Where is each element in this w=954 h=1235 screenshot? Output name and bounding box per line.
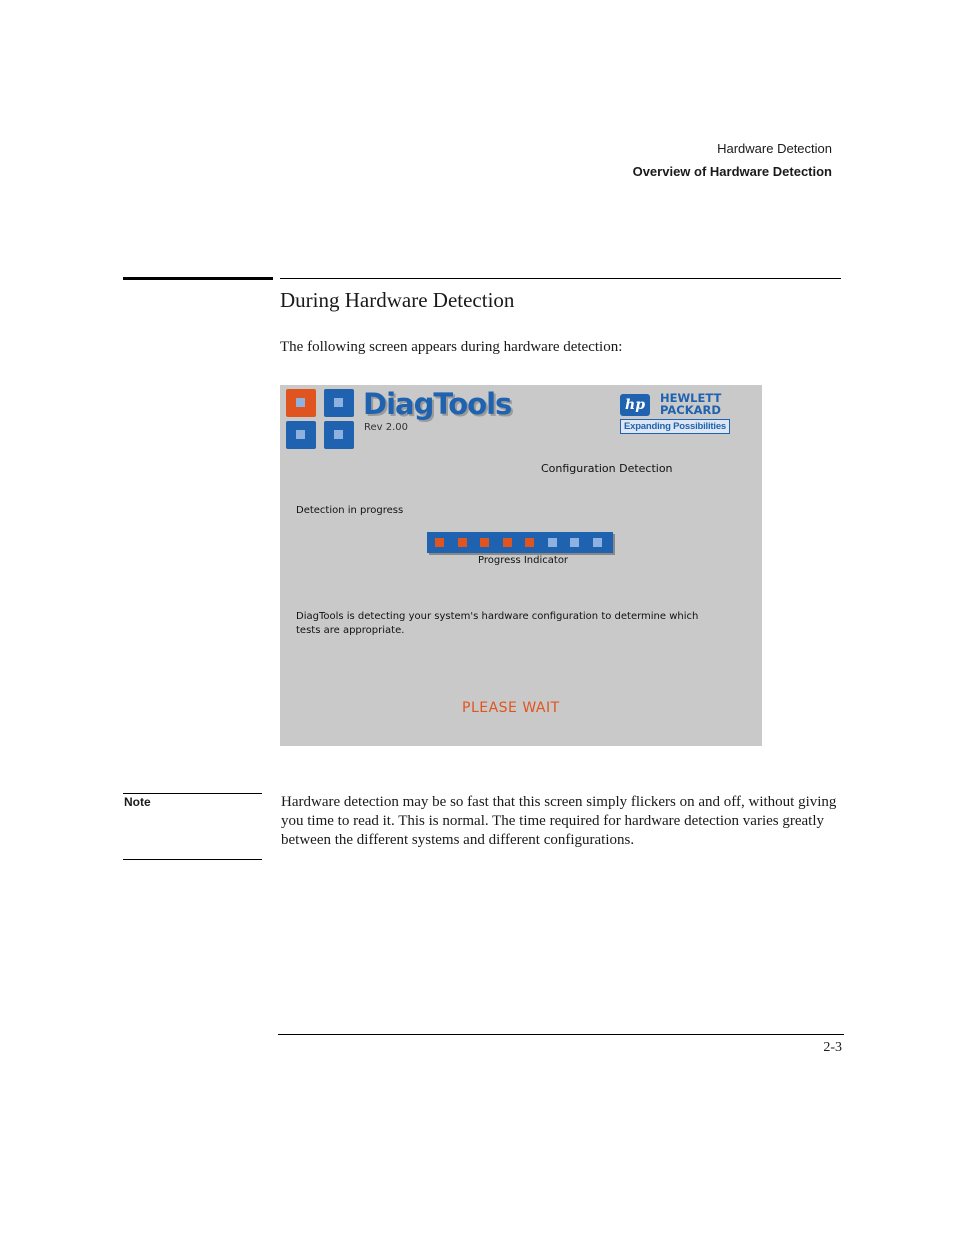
vendor-name-line2: PACKARD xyxy=(660,403,721,417)
app-revision: Rev 2.00 xyxy=(364,422,409,433)
logo-square-icon xyxy=(324,389,354,417)
section-rule xyxy=(280,278,841,279)
progress-cell xyxy=(525,538,534,547)
progress-cell xyxy=(503,538,512,547)
progress-cell xyxy=(435,538,444,547)
running-header-chapter: Hardware Detection xyxy=(717,141,832,156)
progress-label: Progress Indicator xyxy=(478,555,569,566)
section-thick-rule xyxy=(123,277,273,280)
section-title: During Hardware Detection xyxy=(280,288,515,312)
note-top-rule xyxy=(123,793,262,794)
progress-cell xyxy=(458,538,467,547)
detection-description: DiagTools is detecting your system's hardware configuration to determine which tests are appropriate. xyxy=(296,611,699,636)
vendor-tagline: Expanding Possibilities xyxy=(620,419,730,434)
vendor-name-line1: HEWLETT xyxy=(660,391,722,405)
screen-title: Configuration Detection xyxy=(541,462,673,475)
logo-square-icon xyxy=(286,421,316,449)
running-header-section: Overview of Hardware Detection xyxy=(632,164,832,179)
please-wait-text: PLEASE WAIT xyxy=(462,700,560,716)
progress-indicator xyxy=(427,532,613,553)
status-text: Detection in progress xyxy=(296,505,404,516)
hp-logo-icon: hp xyxy=(620,394,650,416)
progress-cell xyxy=(480,538,489,547)
app-name: DiagTools xyxy=(363,387,512,421)
note-text: Hardware detection may be so fast that this screen simply flickers on and off, without giving you time to read it. This is normal. The time required for hardware detection varies greatly between the different systems and different configurations. xyxy=(281,794,837,848)
vendor-name xyxy=(660,392,721,416)
logo-square-icon xyxy=(286,389,316,417)
logo-square-icon xyxy=(324,421,354,449)
intro-paragraph: The following screen appears during hardware detection: xyxy=(280,339,623,355)
note-label: Note xyxy=(124,795,151,809)
footer-rule xyxy=(278,1034,844,1035)
page-number: 2-3 xyxy=(823,1040,842,1055)
progress-cell xyxy=(593,538,602,547)
progress-cell xyxy=(548,538,557,547)
note-bottom-rule xyxy=(123,859,262,860)
diagtools-screenshot xyxy=(280,385,762,746)
progress-cell xyxy=(570,538,579,547)
